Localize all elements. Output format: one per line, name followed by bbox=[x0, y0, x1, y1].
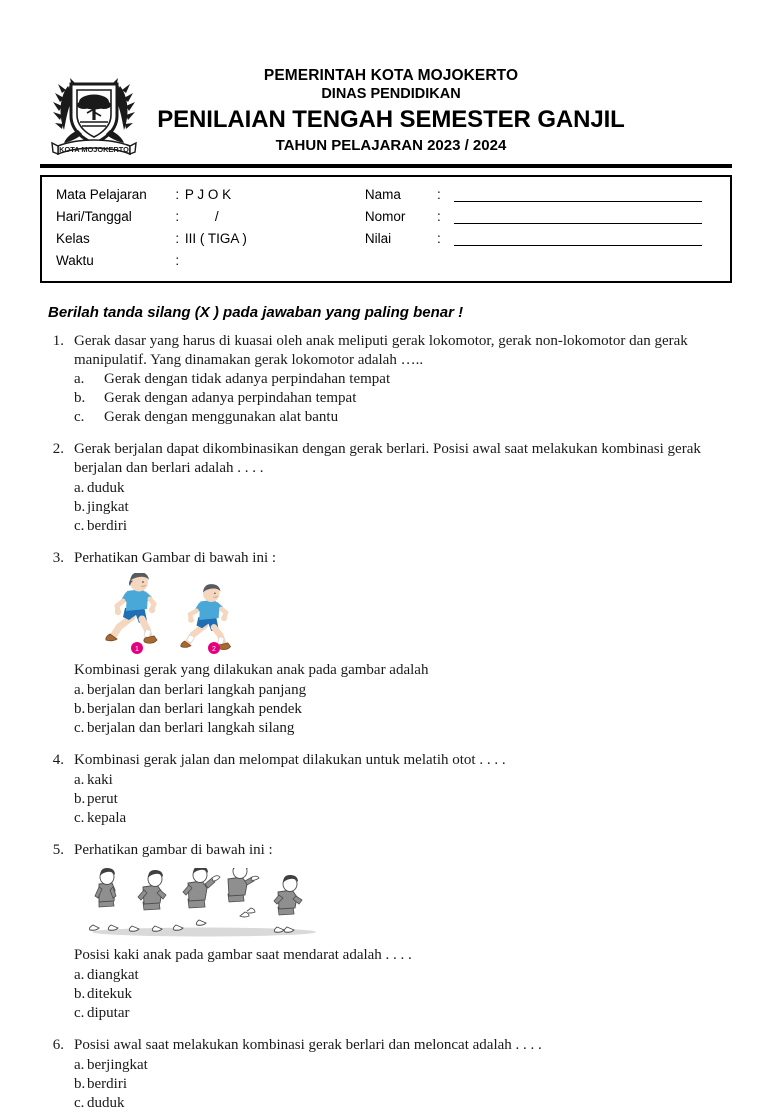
question-text: Perhatikan Gambar di bawah ini : bbox=[74, 549, 277, 566]
info-row-class bbox=[42, 228, 730, 250]
info-colon: : bbox=[436, 187, 441, 203]
info-label-subject: Mata Pelajaran bbox=[56, 187, 147, 203]
option-list bbox=[74, 966, 714, 1023]
option-list bbox=[74, 370, 714, 427]
option-item[interactable] bbox=[74, 389, 714, 408]
option-text: kaki bbox=[87, 772, 113, 789]
option-list bbox=[74, 479, 714, 536]
info-value-subject: P J O K bbox=[184, 187, 232, 203]
option-item[interactable] bbox=[74, 370, 714, 389]
option-text: jingkat bbox=[87, 498, 129, 515]
option-item[interactable] bbox=[74, 809, 714, 828]
kota-mojokerto-coat-of-arms-icon bbox=[48, 64, 140, 160]
question-list bbox=[40, 332, 732, 1113]
option-text: duduk bbox=[87, 1094, 125, 1111]
option-letter: c. bbox=[74, 720, 85, 737]
option-text: berdiri bbox=[87, 517, 127, 534]
option-letter: b. bbox=[74, 985, 86, 1002]
option-item[interactable] bbox=[74, 1004, 714, 1023]
option-item[interactable] bbox=[74, 479, 714, 498]
info-colon: : bbox=[436, 231, 441, 247]
info-field-name[interactable] bbox=[454, 188, 702, 202]
option-letter: b. bbox=[74, 498, 86, 515]
option-text: berjalan dan berlari langkah panjang bbox=[87, 682, 307, 699]
option-item[interactable] bbox=[74, 719, 714, 738]
option-list bbox=[74, 771, 714, 828]
option-letter: a. bbox=[74, 966, 85, 983]
option-list bbox=[74, 681, 714, 738]
info-colon: : bbox=[175, 231, 180, 247]
document-header bbox=[40, 56, 732, 160]
info-colon: : bbox=[175, 253, 180, 269]
option-item[interactable] bbox=[74, 966, 714, 985]
option-text: diangkat bbox=[87, 966, 139, 983]
option-letter: a. bbox=[74, 682, 85, 699]
info-value-day-date: / bbox=[184, 209, 219, 225]
info-label-class: Kelas bbox=[56, 231, 90, 247]
question-item bbox=[40, 1036, 732, 1113]
info-label-time: Waktu bbox=[56, 253, 94, 269]
option-letter: b. bbox=[74, 390, 86, 407]
option-text: perut bbox=[87, 791, 118, 808]
option-text: kepala bbox=[87, 810, 127, 827]
option-letter: a. bbox=[74, 772, 85, 789]
question-number: 5. bbox=[52, 842, 64, 859]
info-colon: : bbox=[175, 209, 180, 225]
info-row-day-date bbox=[42, 206, 730, 228]
option-letter: c. bbox=[74, 1094, 85, 1111]
question-item bbox=[40, 440, 732, 535]
option-text: duduk bbox=[87, 479, 125, 496]
header-line-department: DINAS PENDIDIKAN bbox=[321, 86, 461, 103]
option-text: berdiri bbox=[87, 1075, 127, 1092]
option-item[interactable] bbox=[74, 1056, 714, 1075]
option-text: ditekuk bbox=[87, 985, 132, 1002]
option-text: Gerak dengan adanya perpindahan tempat bbox=[104, 390, 357, 407]
info-value-class: III ( TIGA ) bbox=[184, 231, 247, 247]
question-number: 1. bbox=[52, 333, 64, 349]
option-item[interactable] bbox=[74, 1075, 714, 1094]
header-line-exam-title: PENILAIAN TENGAH SEMESTER GANJIL bbox=[157, 106, 625, 134]
question-text: Posisi awal saat melakukan kombinasi gerak berlari dan meloncat adalah . . . . bbox=[74, 1036, 542, 1053]
question-number: 2. bbox=[52, 441, 64, 458]
option-text: Gerak dengan tidak adanya perpindahan tempat bbox=[104, 371, 391, 388]
info-label-day-date: Hari/Tanggal bbox=[56, 209, 132, 225]
figure-two-children-running bbox=[92, 573, 292, 655]
info-field-empty bbox=[454, 255, 702, 268]
option-item[interactable] bbox=[74, 681, 714, 700]
info-label-name: Nama bbox=[364, 187, 401, 203]
question-caption: Posisi kaki anak pada gambar saat mendarat adalah . . . . bbox=[74, 946, 412, 963]
exam-info-box bbox=[40, 175, 732, 283]
figure-jump-sequence bbox=[86, 868, 326, 940]
info-row-subject bbox=[42, 184, 730, 206]
info-row-time bbox=[42, 250, 730, 272]
header-titles bbox=[140, 56, 732, 156]
question-caption: Kombinasi gerak yang dilakukan anak pada gambar adalah bbox=[74, 662, 429, 679]
instruction-text: Berilah tanda silang (X ) pada jawaban yang paling benar ! bbox=[48, 304, 464, 321]
option-text: Gerak dengan menggunakan alat bantu bbox=[104, 409, 339, 426]
info-label-score: Nilai bbox=[364, 231, 392, 247]
option-letter: c. bbox=[74, 1004, 85, 1021]
figure-marker-label: 2 bbox=[212, 646, 216, 654]
option-text: berjingkat bbox=[87, 1056, 148, 1073]
question-item bbox=[40, 332, 732, 427]
option-item[interactable] bbox=[74, 1094, 714, 1113]
question-number: 4. bbox=[52, 752, 64, 769]
option-list bbox=[74, 1056, 714, 1113]
option-letter: c. bbox=[74, 810, 85, 827]
question-text: Gerak berjalan dapat dikombinasikan dengan gerak berlari. Posisi awal saat melakukan kombinasi gerak berjalan dan berlari adalah . . . . bbox=[74, 441, 701, 476]
option-letter: a. bbox=[74, 371, 85, 388]
question-number: 3. bbox=[52, 549, 64, 566]
header-divider bbox=[40, 164, 732, 168]
header-line-academic-year: TAHUN PELAJARAN 2023 / 2024 bbox=[275, 136, 507, 154]
info-label-number: Nomor bbox=[364, 209, 406, 225]
option-text: berjalan dan berlari langkah pendek bbox=[87, 701, 302, 718]
info-colon: : bbox=[436, 209, 441, 225]
option-letter: c. bbox=[74, 517, 85, 534]
option-letter: a. bbox=[74, 479, 85, 496]
option-item[interactable] bbox=[74, 790, 714, 809]
option-letter: b. bbox=[74, 791, 86, 808]
option-letter: b. bbox=[74, 701, 86, 718]
info-field-number[interactable] bbox=[454, 210, 702, 224]
info-field-score[interactable] bbox=[454, 232, 702, 246]
logo-banner-text: KOTA MOJOKERTO bbox=[59, 145, 129, 154]
question-text: Perhatikan gambar di bawah ini : bbox=[74, 842, 273, 859]
question-item bbox=[40, 841, 732, 1023]
option-text: berjalan dan berlari langkah silang bbox=[87, 720, 295, 737]
option-item[interactable] bbox=[74, 517, 714, 536]
header-line-government: PEMERINTAH KOTA MOJOKERTO bbox=[263, 67, 519, 84]
option-letter: c. bbox=[74, 409, 85, 426]
info-colon: : bbox=[175, 187, 180, 203]
question-number: 6. bbox=[52, 1036, 64, 1053]
option-item[interactable] bbox=[74, 700, 714, 719]
option-text: diputar bbox=[87, 1004, 130, 1021]
figure-marker-label: 1 bbox=[135, 646, 139, 654]
option-letter: b. bbox=[74, 1075, 86, 1092]
option-letter: a. bbox=[74, 1056, 85, 1073]
question-text: Gerak dasar yang harus di kuasai oleh anak meliputi gerak lokomotor, gerak non-lokomotor dan gerak manipulatif. Yang dinamakan gerak lokomotor adalah ….. bbox=[74, 333, 688, 368]
option-item[interactable] bbox=[74, 408, 714, 427]
option-item[interactable] bbox=[74, 498, 714, 517]
question-item bbox=[40, 751, 732, 828]
option-item[interactable] bbox=[74, 771, 714, 790]
option-item[interactable] bbox=[74, 985, 714, 1004]
question-item bbox=[40, 549, 732, 739]
question-text: Kombinasi gerak jalan dan melompat dilakukan untuk melatih otot . . . . bbox=[74, 752, 506, 769]
